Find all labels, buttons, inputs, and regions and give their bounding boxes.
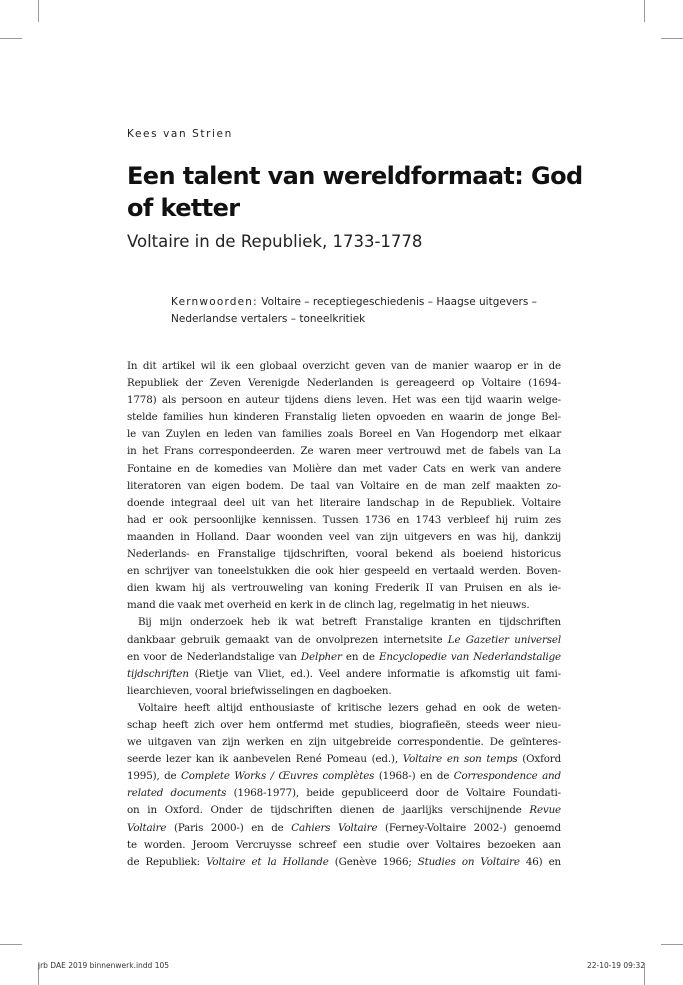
crop-mark xyxy=(661,944,683,945)
body-line: dien kwam hij als vertrouweling van koning Frederik II van Pruisen en als ie- xyxy=(127,582,561,595)
body-line: Voltaire (Paris 2000-) en de Cahiers Voltaire (Ferney-Voltaire 2002-) genoemd xyxy=(127,821,561,834)
body-line: on in Oxford. Onder de tijdschriften dienen de jaarlijks verschijnende Revue xyxy=(127,804,561,817)
body-line: en voor de Nederlandstalige van Delpher en de Encyclopedie van Nederlandstalige xyxy=(127,650,561,663)
article-subtitle: Voltaire in de Republiek, 1733-1778 xyxy=(127,232,423,251)
body-line: en schrijver van toneelstukken die ook hier gespeeld en vertaald werden. Boven- xyxy=(127,565,561,578)
body-line: de Republiek: Voltaire et la Hollande (Genève 1966; Studies on Voltaire 46) en xyxy=(127,855,562,868)
body-line: stelde families hun kinderen Franstalig lieten opvoeden en waarin de jonge Bel- xyxy=(127,411,561,424)
body-line: literatoren van eigen bodem. De taal van Voltaire en de man zelf maakten zo- xyxy=(127,479,561,492)
crop-mark xyxy=(0,944,22,945)
crop-mark xyxy=(0,38,22,39)
body-line: tijdschriften (Rietje van Vliet, ed.). Veel andere informatie is afkomstig uit fami- xyxy=(127,667,561,680)
body-line: Voltaire heeft altijd enthousiaste of kritische lezers gehad en ook de weten- xyxy=(138,701,561,714)
body-line: le van Zuylen en leden van families zoals Boreel en Van Hogendorp met elkaar xyxy=(127,428,561,441)
crop-mark xyxy=(38,0,39,22)
crop-mark xyxy=(644,0,645,22)
body-line: In dit artikel wil ik een globaal overzicht geven van de manier waarop er in de xyxy=(127,360,561,372)
body-line: doende integraal deel uit van het literaire landschap in de Republiek. Voltaire xyxy=(127,496,561,509)
crop-mark xyxy=(661,38,683,39)
keywords-text: Voltaire – receptiegeschiedenis – Haagse uitgevers – Nederlandse vertalers – toneelkritiek xyxy=(171,296,537,325)
body-line: Fontaine en de komedies van Molière dan met vader Cats en werk van andere xyxy=(127,462,561,475)
keywords xyxy=(171,294,571,328)
body-line: 1778) als persoon en auteur tijdens diens leven. Het was een tijd waarin welge- xyxy=(127,394,561,407)
article-title: Een talent van wereldformaat: God of ketter xyxy=(127,162,583,222)
body-line: related documents (1968-1977), beide gepubliceerd door de Voltaire Foundati- xyxy=(127,787,561,800)
body-line: Nederlands- en Franstalige tijdschriften, vooral bekend als boeiend historicus xyxy=(127,548,561,561)
keywords-label: Kernwoorden: xyxy=(171,296,258,308)
body-line: liearchieven, vooral briefwisselingen en dagboeken. xyxy=(127,684,392,697)
body-line: seerde lezer kan ik aanbevelen René Pomeau (ed.), Voltaire en son temps (Oxford xyxy=(127,753,562,766)
article-body xyxy=(127,358,561,871)
body-line: maanden in Holland. Daar woonden veel van zijn uitgevers en was hij, dankzij xyxy=(127,530,561,543)
author-name: Kees van Strien xyxy=(127,128,233,140)
body-line: dankbaar gebruik gemaakt van de onvolprezen internetsite Le Gazetier universel xyxy=(127,633,561,646)
body-line: had er ook persoonlijke kennissen. Tussen 1736 en 1743 verbleef hij ruim zes xyxy=(127,513,561,526)
body-line: Republiek der Zeven Verenigde Nederlanden is gereageerd op Voltaire (1694- xyxy=(127,377,561,390)
footer-filename: jrb DAE 2019 binnenwerk.indd 105 xyxy=(38,961,170,970)
body-line: te worden. Jeroom Vercruysse schreef een studie over Voltaires bezoeken aan xyxy=(127,838,561,851)
body-line: mand die vaak met overheid en kerk in de clinch lag, regelmatig in het nieuws. xyxy=(127,599,530,612)
body-line: 1995), de Complete Works / Œuvres complètes (1968-) en de Correspondence and xyxy=(127,770,561,783)
body-line: we uitgaven van zijn werken en zijn uitgebreide correspondentie. De geïnteres- xyxy=(127,736,561,749)
body-line: schap heeft zich over hem ontfermd met studies, biografieën, steeds weer nieu- xyxy=(127,718,561,731)
body-line: Bij mijn onderzoek heb ik wat betreft Franstalige kranten en tijdschriften xyxy=(138,616,561,629)
footer-timestamp: 22-10-19 09:32 xyxy=(586,961,645,970)
body-line: in het Frans correspondeerden. Ze waren meer vertrouwd met de fabels van La xyxy=(127,445,561,458)
